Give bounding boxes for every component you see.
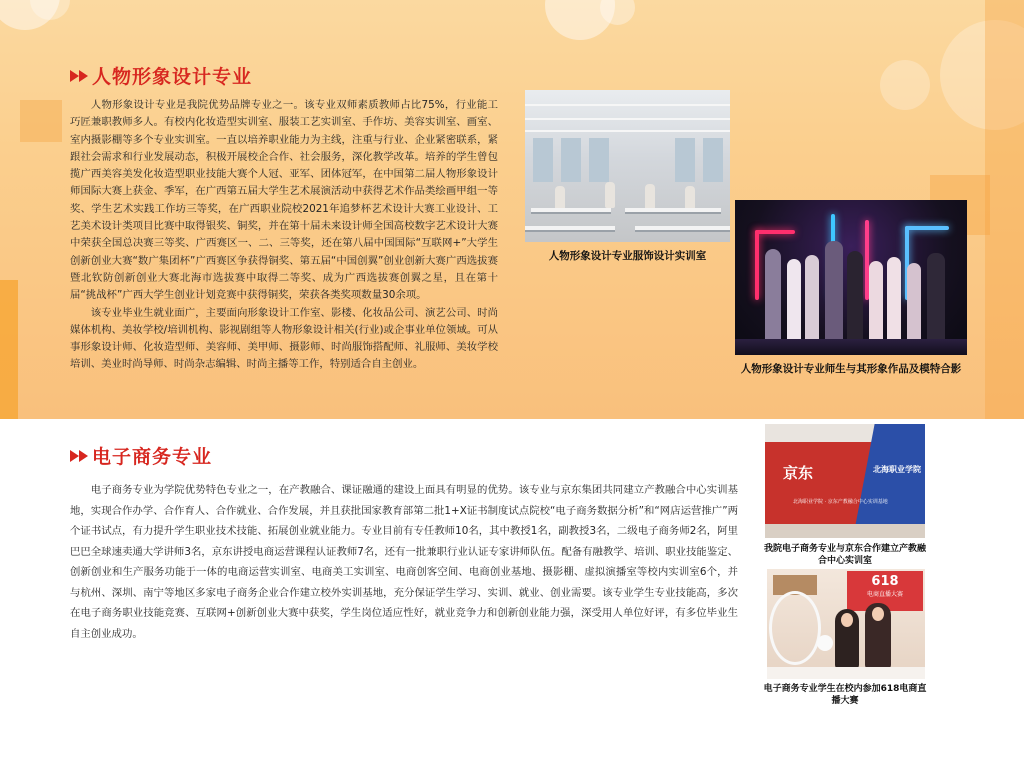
livestream-photo bbox=[767, 569, 925, 679]
jd-sign-text: 北海职业学院 · 京东产教融合中心实训基地 bbox=[793, 499, 888, 505]
jd-caption: 我院电子商务专业与京东合作建立产教融合中心实训室 bbox=[763, 544, 926, 566]
classroom-caption: 人物形象设计专业服饰设计实训室 bbox=[548, 250, 707, 262]
banner-sub-text: 电商直播大赛 bbox=[866, 591, 903, 598]
image-design-body bbox=[70, 97, 498, 374]
decor-bar bbox=[985, 0, 1024, 419]
fashion-show-photo bbox=[735, 200, 967, 355]
decor-square bbox=[20, 100, 62, 142]
jd-cooperation-photo bbox=[765, 424, 925, 538]
paragraph: 电子商务专业为学院优势特色专业之一，在产教融合、课证融通的建设上面具有明显的优势。该专业与京东集团共同建立产教融合中心实训基地，实现合作办学、合作育人、合作就业、合作发展，并且获批国家教育部第二批1+X证书制度试点院校“电子商务数据分析”和“网店运营推广”两个证书试点，有力提升学生职业技术技能、拓展创业就业能力。专业目前有专任教师10名，其中教授1名，副教授3名，二级电子商务师2名，阿里巴巴全球速卖通大学讲师3名，京东讲授电商运营课程认证教师7名，还有一批兼职行业认证专家讲师队伍。配备有融教学、培训、职业技能鉴定、创新创业和生产服务功能于一体的电商运营实训室、电商美工实训室、电商创客空间、电商创业基地、摄影棚、虚拟演播室等校内实训室6个，并与杭州、深圳、南宁等地区多家电子商务企业合作建立校外实训基地，充分保证学生学习、实训、就业、创业需要。该专业学生专业技能高，多次在电子商务职业技能竞赛、互联网+创新创业大赛中获奖，学生岗位适应性好，就业竞争力和创新创业能力强，深受用人单位好评，有多位毕业生自主创业成功。 bbox=[70, 484, 738, 640]
section-title-text: 电子商务专业 bbox=[92, 446, 213, 468]
double-arrow-icon bbox=[70, 70, 88, 82]
decor-stripe bbox=[0, 280, 18, 419]
section-title-image-design bbox=[70, 62, 252, 89]
college-logo-text: 北海职业学院 bbox=[873, 465, 921, 474]
section-title-text: 人物形象设计专业 bbox=[92, 66, 253, 88]
double-arrow-icon bbox=[70, 450, 88, 462]
classroom-photo bbox=[525, 90, 730, 242]
stage-caption: 人物形象设计专业师生与其形象作品及模特合影 bbox=[740, 363, 962, 375]
live-caption: 电子商务专业学生在校内参加618电商直播大赛 bbox=[763, 684, 927, 706]
ecommerce-body bbox=[70, 480, 738, 644]
paragraph: 人物形象设计专业是我院优势品牌专业之一。该专业双师素质教师占比75%，行业能工巧匠兼职教师多人。有校内化妆造型实训室、服装工艺实训室、手作坊、美容实训室、画室、室内摄影棚等多个专业实训室。一直以培养职业能力为主线，注重与行业、企业紧密联系，紧跟社会需求和行业发展动态，积极开展校企合作、社会服务，深化教学改革。培养的学生曾包揽广西美容美发化妆造型职业技能大赛个人冠、亚军、团体冠军，在中国第二届人物形象设计师国际大赛上获金、季军，在广西第五届大学生艺术展演活动中获得艺术作品类绘画甲组一等奖、学生艺术实践工作坊三等奖，在广西职业院校2021年追梦杯艺术设计大赛工业设计、工艺美术设计类项目比赛中取得银奖、铜奖，并在第十届未来设计师全国高校数字艺术设计大赛中荣获全国总决赛三等奖、广西赛区一、二、三等奖，还在第八届中国国际“互联网+”大学生创新创业大赛“数广集团杯”广西赛区争获得铜奖、第五届“中国创翼”创业创新大赛广西选拔赛暨北钦防创新创业大赛北海市选拔赛中取得二等奖、成为广西选拔赛创翼之星，且在第十届“挑战杯”广西大学生创业计划竞赛中获得铜奖，荣获各类奖项数量30余项。 bbox=[70, 99, 498, 302]
banner-618-text: 618 bbox=[871, 574, 899, 589]
section-title-ecommerce bbox=[70, 442, 212, 469]
paragraph: 该专业毕业生就业面广，主要面向形象设计工作室、影楼、化妆品公司、演艺公司、时尚媒体机构、美妆学校/培训机构、影视剧组等人物形象设计相关(行业)或企事业单位领域。可从事形象设计师、化妆造型师、美容师、美甲师、摄影师、时尚服饰搭配师、礼服师、美妆学校培训、美业时尚导师、时尚杂志编辑、时尚主播等工作，特别适合自主创业。 bbox=[70, 306, 498, 371]
decor-bubble bbox=[880, 60, 930, 110]
jd-logo-text: 京东 bbox=[783, 464, 814, 482]
